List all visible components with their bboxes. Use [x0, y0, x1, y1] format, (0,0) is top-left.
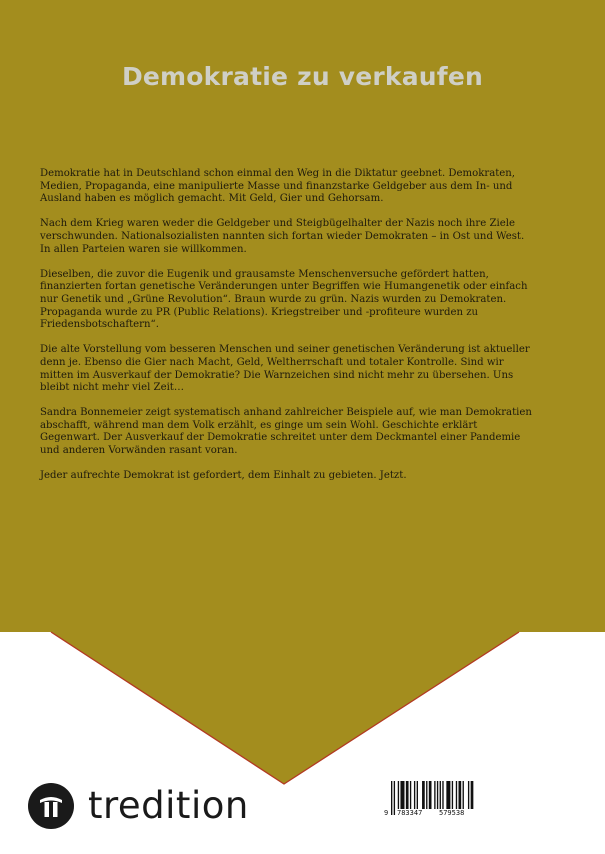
back-cover-blurb: [40, 168, 532, 495]
book-title: Demokratie zu verkaufen: [121, 62, 484, 91]
barcode-left-group: 783347: [397, 809, 423, 817]
barcode-right-group: 579538: [439, 809, 465, 817]
publisher-name: tredition: [88, 784, 249, 827]
blurb-paragraph: Die alte Vorstellung vom besseren Menschen und seiner genetischen Veränderung ist aktueller denn je. Ebenso die Gier nach Macht, Geld, Weltherrschaft und totaler Kontrolle. Sind wir mitten im Ausverkauf der Demokratie? Die Warnzeichen sind nicht mehr zu übersehen. Uns bleibt nicht mehr viel Zeit…: [40, 344, 530, 394]
blurb-paragraph: Demokratie hat in Deutschland schon einmal den Weg in die Diktatur geebnet. Demokraten, Medien, Propaganda, eine manipulierte Masse und finanzstarke Geldgeber aus dem In- und Ausland haben es möglich gemacht. Mit Geld, Gier und Gehorsam.: [40, 168, 516, 205]
isbn-barcode: [383, 779, 479, 821]
barcode-lead-digit: 9: [384, 809, 389, 817]
blurb-paragraph: Nach dem Krieg waren weder die Geldgeber und Steigbügelhalter der Nazis noch ihre Ziele verschwunden. Nationalsozialisten nannten sich fortan wieder Demokraten – in Ost und West. In allen Parteien waren sie willkommen.: [40, 218, 525, 255]
tredition-logo-icon: [28, 783, 74, 829]
publisher-logo: [28, 782, 249, 830]
blurb-paragraph: Jeder aufrechte Demokrat ist gefordert, dem Einhalt zu gebieten. Jetzt.: [40, 470, 407, 482]
blurb-paragraph: Sandra Bonnemeier zeigt systematisch anhand zahlreicher Beispiele auf, wie man Demokratien abschafft, während man dem Volk erzählt, es ginge um sein Wohl. Geschichte erklärt Gegenwart. Der Ausverkauf der Demokratie schreitet unter dem Deckmantel einer Pandemie und anderen Vorwänden rasant voran.: [40, 407, 532, 457]
blurb-paragraph: Dieselben, die zuvor die Eugenik und grausamste Menschenversuche gefördert hatten, finanzierten fortan genetische Veränderungen unter Begriffen wie Humangenetik oder einfach nur Genetik und „Grüne Revolution“. Braun wurde zu grün. Nazis wurden zu Demokraten. Propaganda wurde zu PR (Public Relations). Kriegstreiber und -profiteure wurden zu Friedensbotschaftern“.: [40, 268, 528, 331]
